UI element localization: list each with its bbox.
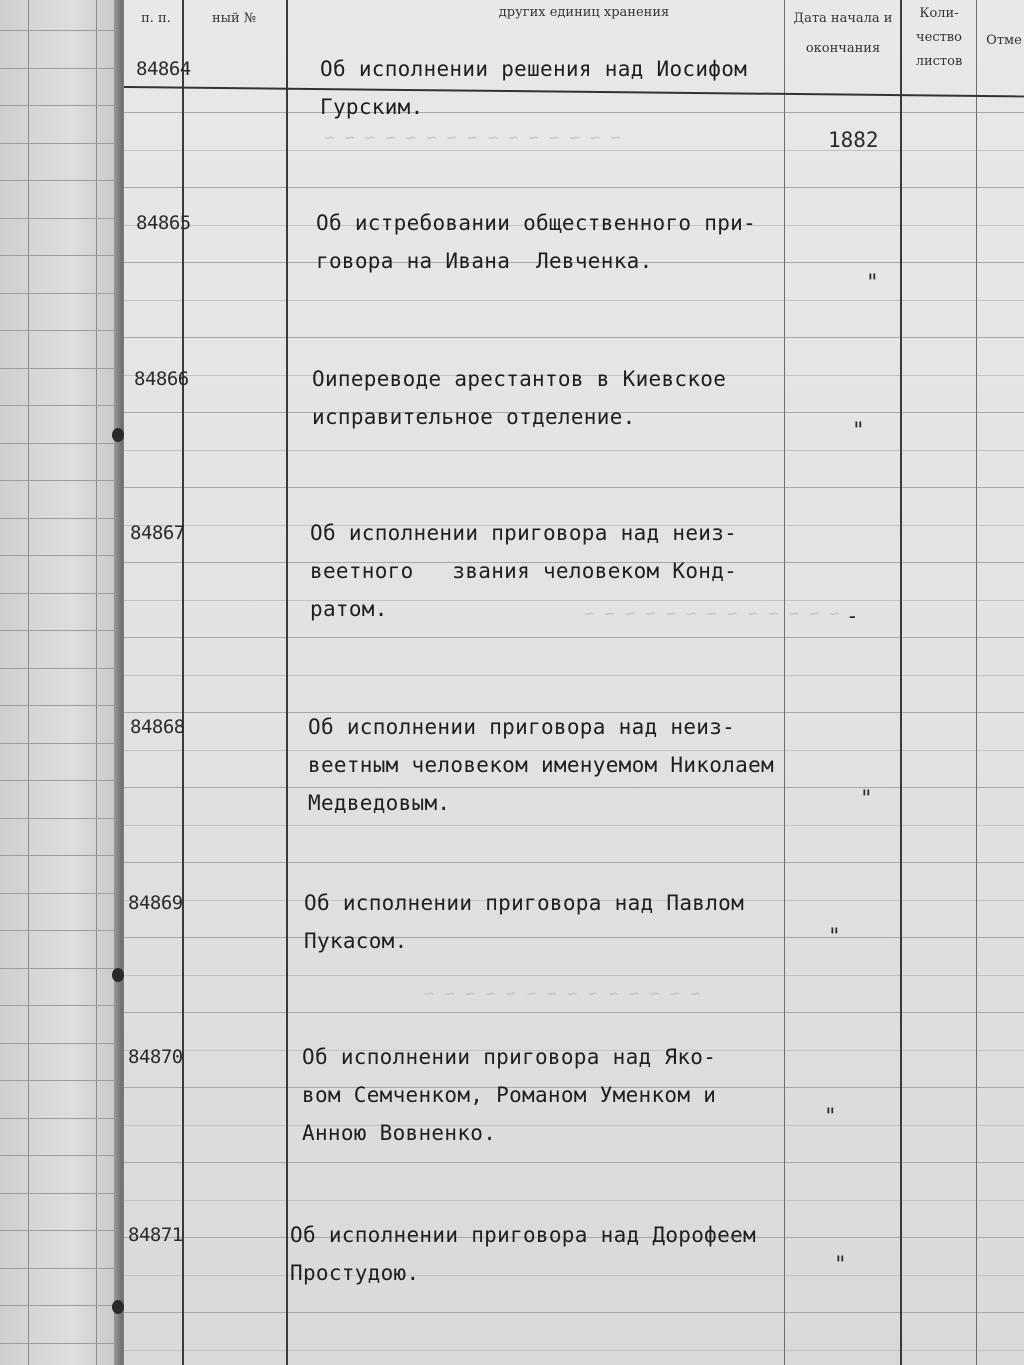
ruled-line [124, 1200, 1024, 1201]
ruled-line [124, 862, 1024, 863]
left-page-ruled-line [0, 368, 122, 369]
ruled-line [124, 112, 1024, 113]
column-rule-dates [900, 0, 902, 1365]
record-date: - [846, 604, 859, 628]
record-date: " [834, 1252, 847, 1276]
record-number: 84871 [128, 1224, 183, 1246]
ruled-line [124, 450, 1024, 451]
left-page-ruled-line [0, 893, 122, 894]
record-title-line: веетным человеком именуемом Николаем [308, 753, 774, 777]
left-page-ruled-line [0, 68, 122, 69]
ruled-line [124, 487, 1024, 488]
show-through-text: ~ ~ ~ ~ ~ ~ ~ ~ ~ ~ ~ ~ ~ ~ ~ [324, 128, 621, 148]
left-page-ruled-line [0, 255, 122, 256]
left-page-ruled-line [0, 480, 122, 481]
left-page-ruled-line [0, 1080, 122, 1081]
record-title-line: Об истребовании общественного при- [316, 211, 757, 235]
record-title-line: Пукасом. [304, 929, 408, 953]
left-page-ruled-line [0, 780, 122, 781]
column-rule-archive [286, 0, 288, 1365]
binding-hole [112, 1300, 124, 1314]
header-number: п. п. [141, 11, 171, 26]
record-title-line: Об исполнении приговора над неиз- [310, 521, 738, 545]
left-page-ruled-line [0, 818, 122, 819]
header-dates: Дата начала и окончания [793, 11, 893, 56]
left-page-ruled-line [0, 1005, 122, 1006]
record-title-line: Оипереводе арестантов в Киевское [312, 367, 727, 391]
binding-hole [112, 428, 124, 442]
record-number: 84867 [130, 522, 185, 544]
left-page-ruled-line [0, 855, 122, 856]
left-page-ruled-line [0, 593, 122, 594]
left-page-column-rule [96, 0, 97, 1365]
left-page-ruled-line [0, 1305, 122, 1306]
record-title-line: Об исполнении приговора над неиз- [308, 715, 736, 739]
ruled-line [124, 937, 1024, 938]
record-number: 84869 [128, 892, 183, 914]
record-number: 84866 [134, 368, 189, 390]
record-title-line: вом Семченком, Романом Уменком и [302, 1083, 717, 1107]
header-title: других единиц хранения [498, 5, 670, 20]
left-page-ruled-line [0, 555, 122, 556]
show-through-text: ~ ~ ~ ~ ~ ~ ~ ~ ~ ~ ~ ~ ~ ~ [424, 984, 701, 1004]
left-page-ruled-line [0, 1230, 122, 1231]
left-page-ruled-line [0, 1043, 122, 1044]
left-page-ruled-line [0, 1118, 122, 1119]
left-page-ruled-line [0, 518, 122, 519]
left-page-ruled-line [0, 218, 122, 219]
record-date: " [852, 418, 865, 442]
record-title-line: Простудою. [290, 1261, 420, 1285]
ruled-line [124, 337, 1024, 338]
register-page [124, 0, 1024, 1365]
left-page-ruled-line [0, 705, 122, 706]
record-date: " [824, 1104, 837, 1128]
left-page-ruled-line [0, 180, 122, 181]
ruled-line [124, 187, 1024, 188]
ruled-line [124, 1275, 1024, 1276]
left-page-ruled-line [0, 330, 122, 331]
header-archive: ный № [211, 11, 257, 26]
left-page-ruled-line [0, 405, 122, 406]
column-rule-number [182, 0, 184, 1365]
binding-hole [112, 968, 124, 982]
left-page-ruled-line [0, 30, 122, 31]
left-page-ruled-line [0, 743, 122, 744]
ruled-line [124, 825, 1024, 826]
ruled-line [124, 787, 1024, 788]
left-page-ruled-line [0, 293, 122, 294]
header-sheets: Коли-чество листов [915, 6, 963, 69]
left-page-ruled-line [0, 1155, 122, 1156]
record-title-line: исправительное отделение. [312, 405, 636, 429]
left-page-ruled-line [0, 968, 122, 969]
left-page-ruled-line [0, 143, 122, 144]
record-date: " [866, 270, 879, 294]
ruled-line [124, 150, 1024, 151]
ruled-line [124, 1125, 1024, 1126]
record-title-line: Об исполнении приговора над Яко- [302, 1045, 717, 1069]
ruled-line [124, 975, 1024, 976]
ruled-line [124, 1012, 1024, 1013]
left-page-ruled-line [0, 105, 122, 106]
record-title-line: Анною Вовненко. [302, 1121, 497, 1145]
record-date: 1882 [828, 128, 879, 152]
left-page-ruled-line [0, 443, 122, 444]
left-page-ruled-line [0, 630, 122, 631]
left-page-ruled-line [0, 1343, 122, 1344]
record-title-line: ратом. [310, 597, 388, 621]
ruled-line [124, 1162, 1024, 1163]
left-page-ruled-line [0, 668, 122, 669]
left-page-ruled-line [0, 1193, 122, 1194]
record-title-line: Гурским. [320, 95, 424, 119]
record-number: 84870 [128, 1046, 183, 1068]
left-page-column-rule [28, 0, 29, 1365]
record-title-line: Об исполнении решения над Иосифом [320, 57, 748, 81]
record-number: 84865 [136, 212, 191, 234]
ruled-line [124, 300, 1024, 301]
column-rule-sheets [976, 0, 977, 1365]
record-title-line: Медведовым. [308, 791, 451, 815]
left-page [0, 0, 122, 1365]
ruled-line [124, 600, 1024, 601]
record-date: " [828, 924, 841, 948]
record-title-line: говора на Ивана Левченка. [316, 249, 653, 273]
ruled-line [124, 1312, 1024, 1313]
header-notes: Отме [986, 33, 1022, 48]
ruled-line [124, 675, 1024, 676]
record-title-line: Об исполнении приговора над Дорофеем [290, 1223, 756, 1247]
show-through-text: ~ ~ ~ ~ ~ ~ ~ ~ ~ ~ ~ ~ ~ [584, 604, 840, 624]
record-number: 84868 [130, 716, 185, 738]
left-page-ruled-line [0, 930, 122, 931]
record-title-line: веетного звания человеком Конд- [310, 559, 738, 583]
record-number: 84864 [136, 58, 191, 80]
column-rule-title [784, 0, 785, 1365]
record-date: " [860, 786, 873, 810]
ruled-line [124, 637, 1024, 638]
ruled-line [124, 1350, 1024, 1351]
record-title-line: Об исполнении приговора над Павлом [304, 891, 745, 915]
left-page-ruled-line [0, 1268, 122, 1269]
